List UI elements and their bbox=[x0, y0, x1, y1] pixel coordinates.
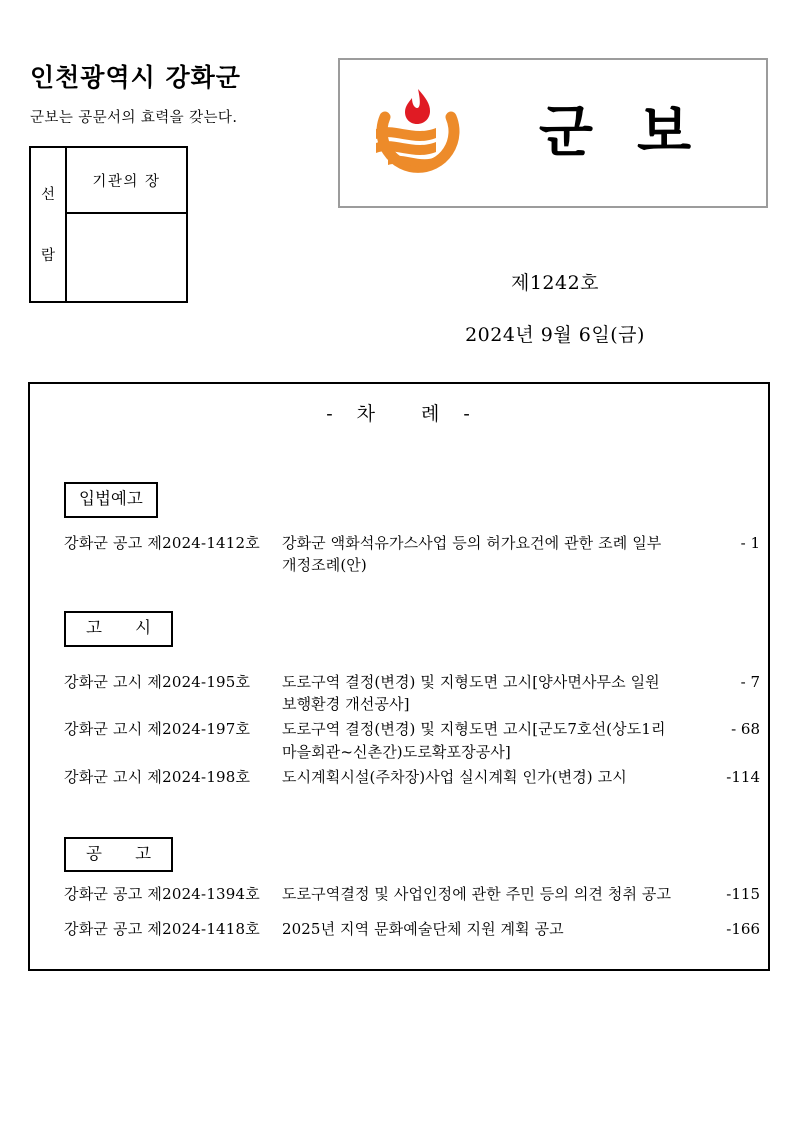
entry-page-number: - 68 bbox=[731, 720, 760, 739]
issue-date: 2024년 9월 6일(금) bbox=[465, 324, 645, 346]
entry-body bbox=[282, 766, 760, 789]
issue-number: 제1242호 bbox=[510, 272, 600, 294]
section-label: 고 시 bbox=[64, 611, 173, 647]
entry-title-line-1: 도로구역 결정(변경) 및 지형도면 고시[군도7호선(상도1리 bbox=[282, 720, 666, 739]
toc-entry[interactable] bbox=[64, 671, 760, 717]
page-title: 인천광역시 강화군 bbox=[30, 63, 241, 92]
stamp-signature-area bbox=[67, 148, 186, 301]
toc-heading bbox=[30, 399, 768, 426]
stamp-signature-blank bbox=[67, 214, 186, 301]
toc-heading-word-2: 례 bbox=[421, 403, 442, 425]
section-entries bbox=[64, 883, 760, 941]
entry-body bbox=[282, 532, 760, 578]
section-label: 입법예고 bbox=[64, 482, 158, 518]
entry-document-number: 강화군 고시 제2024-197호 bbox=[64, 720, 251, 739]
entry-title-line-2: 마을회관~신촌간)도로확포장공사] bbox=[282, 742, 511, 761]
toc-entry[interactable] bbox=[64, 532, 760, 578]
stamp-label-char-top: 선 bbox=[40, 186, 55, 203]
entry-title-line-1: 강화군 액화석유가스사업 등의 허가요건에 관한 조례 일부 bbox=[282, 533, 662, 552]
toc-entry[interactable] bbox=[64, 883, 760, 906]
table-of-contents bbox=[28, 382, 770, 971]
toc-entry[interactable] bbox=[64, 766, 760, 789]
toc-section-announcement bbox=[64, 837, 760, 941]
gazette-name: 군보 bbox=[538, 100, 736, 165]
entry-document-number: 강화군 공고 제2024-1394호 bbox=[64, 885, 260, 904]
entry-body bbox=[282, 883, 760, 906]
entry-title-line-2: 개정조례(안) bbox=[282, 556, 367, 575]
page-subtitle: 군보는 공문서의 효력을 갖는다. bbox=[30, 110, 238, 126]
toc-heading-word-1: 차 bbox=[356, 403, 377, 425]
section-entries bbox=[64, 671, 760, 789]
entry-title-line-1: 도시계획시설(주차장)사업 실시계획 인가(변경) 고시 bbox=[282, 767, 627, 786]
entry-body bbox=[282, 718, 760, 764]
entry-body bbox=[282, 671, 760, 717]
toc-heading-dash-right: - bbox=[463, 403, 472, 425]
stamp-column-header: 기관의 장 bbox=[67, 148, 186, 214]
toc-entry[interactable] bbox=[64, 718, 760, 764]
entry-title-line-1: 도로구역결정 및 사업인정에 관한 주민 등의 의견 청취 공고 bbox=[282, 885, 672, 904]
gazette-nameplate bbox=[338, 58, 768, 208]
approval-stamp-box bbox=[29, 146, 188, 303]
entry-document-number: 강화군 공고 제2024-1418호 bbox=[64, 919, 260, 938]
entry-page-number: -166 bbox=[726, 919, 760, 938]
ganghwa-county-emblem-icon bbox=[366, 81, 470, 185]
section-label: 공 고 bbox=[64, 837, 173, 873]
section-entries bbox=[64, 532, 760, 578]
entry-document-number: 강화군 고시 제2024-198호 bbox=[64, 767, 251, 786]
entry-document-number: 강화군 고시 제2024-195호 bbox=[64, 672, 251, 691]
entry-page-number: -115 bbox=[726, 885, 760, 904]
entry-page-number: -114 bbox=[726, 767, 760, 786]
entry-body bbox=[282, 918, 760, 941]
entry-page-number: - 7 bbox=[740, 672, 760, 691]
entry-document-number: 강화군 공고 제2024-1412호 bbox=[64, 533, 260, 552]
toc-heading-dash-left: - bbox=[326, 403, 335, 425]
entry-title-line-1: 도로구역 결정(변경) 및 지형도면 고시[양사면사무소 일원 bbox=[282, 672, 660, 691]
toc-section-legislative-notice bbox=[64, 482, 760, 577]
stamp-side-label bbox=[31, 148, 67, 301]
entry-page-number: - 1 bbox=[740, 533, 760, 552]
entry-title-line-2: 보행환경 개선공사] bbox=[282, 695, 410, 714]
entry-title-line-1: 2025년 지역 문화예술단체 지원 계획 공고 bbox=[282, 919, 564, 938]
toc-entry[interactable] bbox=[64, 918, 760, 941]
stamp-label-char-bottom: 람 bbox=[40, 248, 55, 264]
toc-section-public-notice bbox=[64, 611, 760, 788]
toc-sections bbox=[30, 482, 768, 941]
